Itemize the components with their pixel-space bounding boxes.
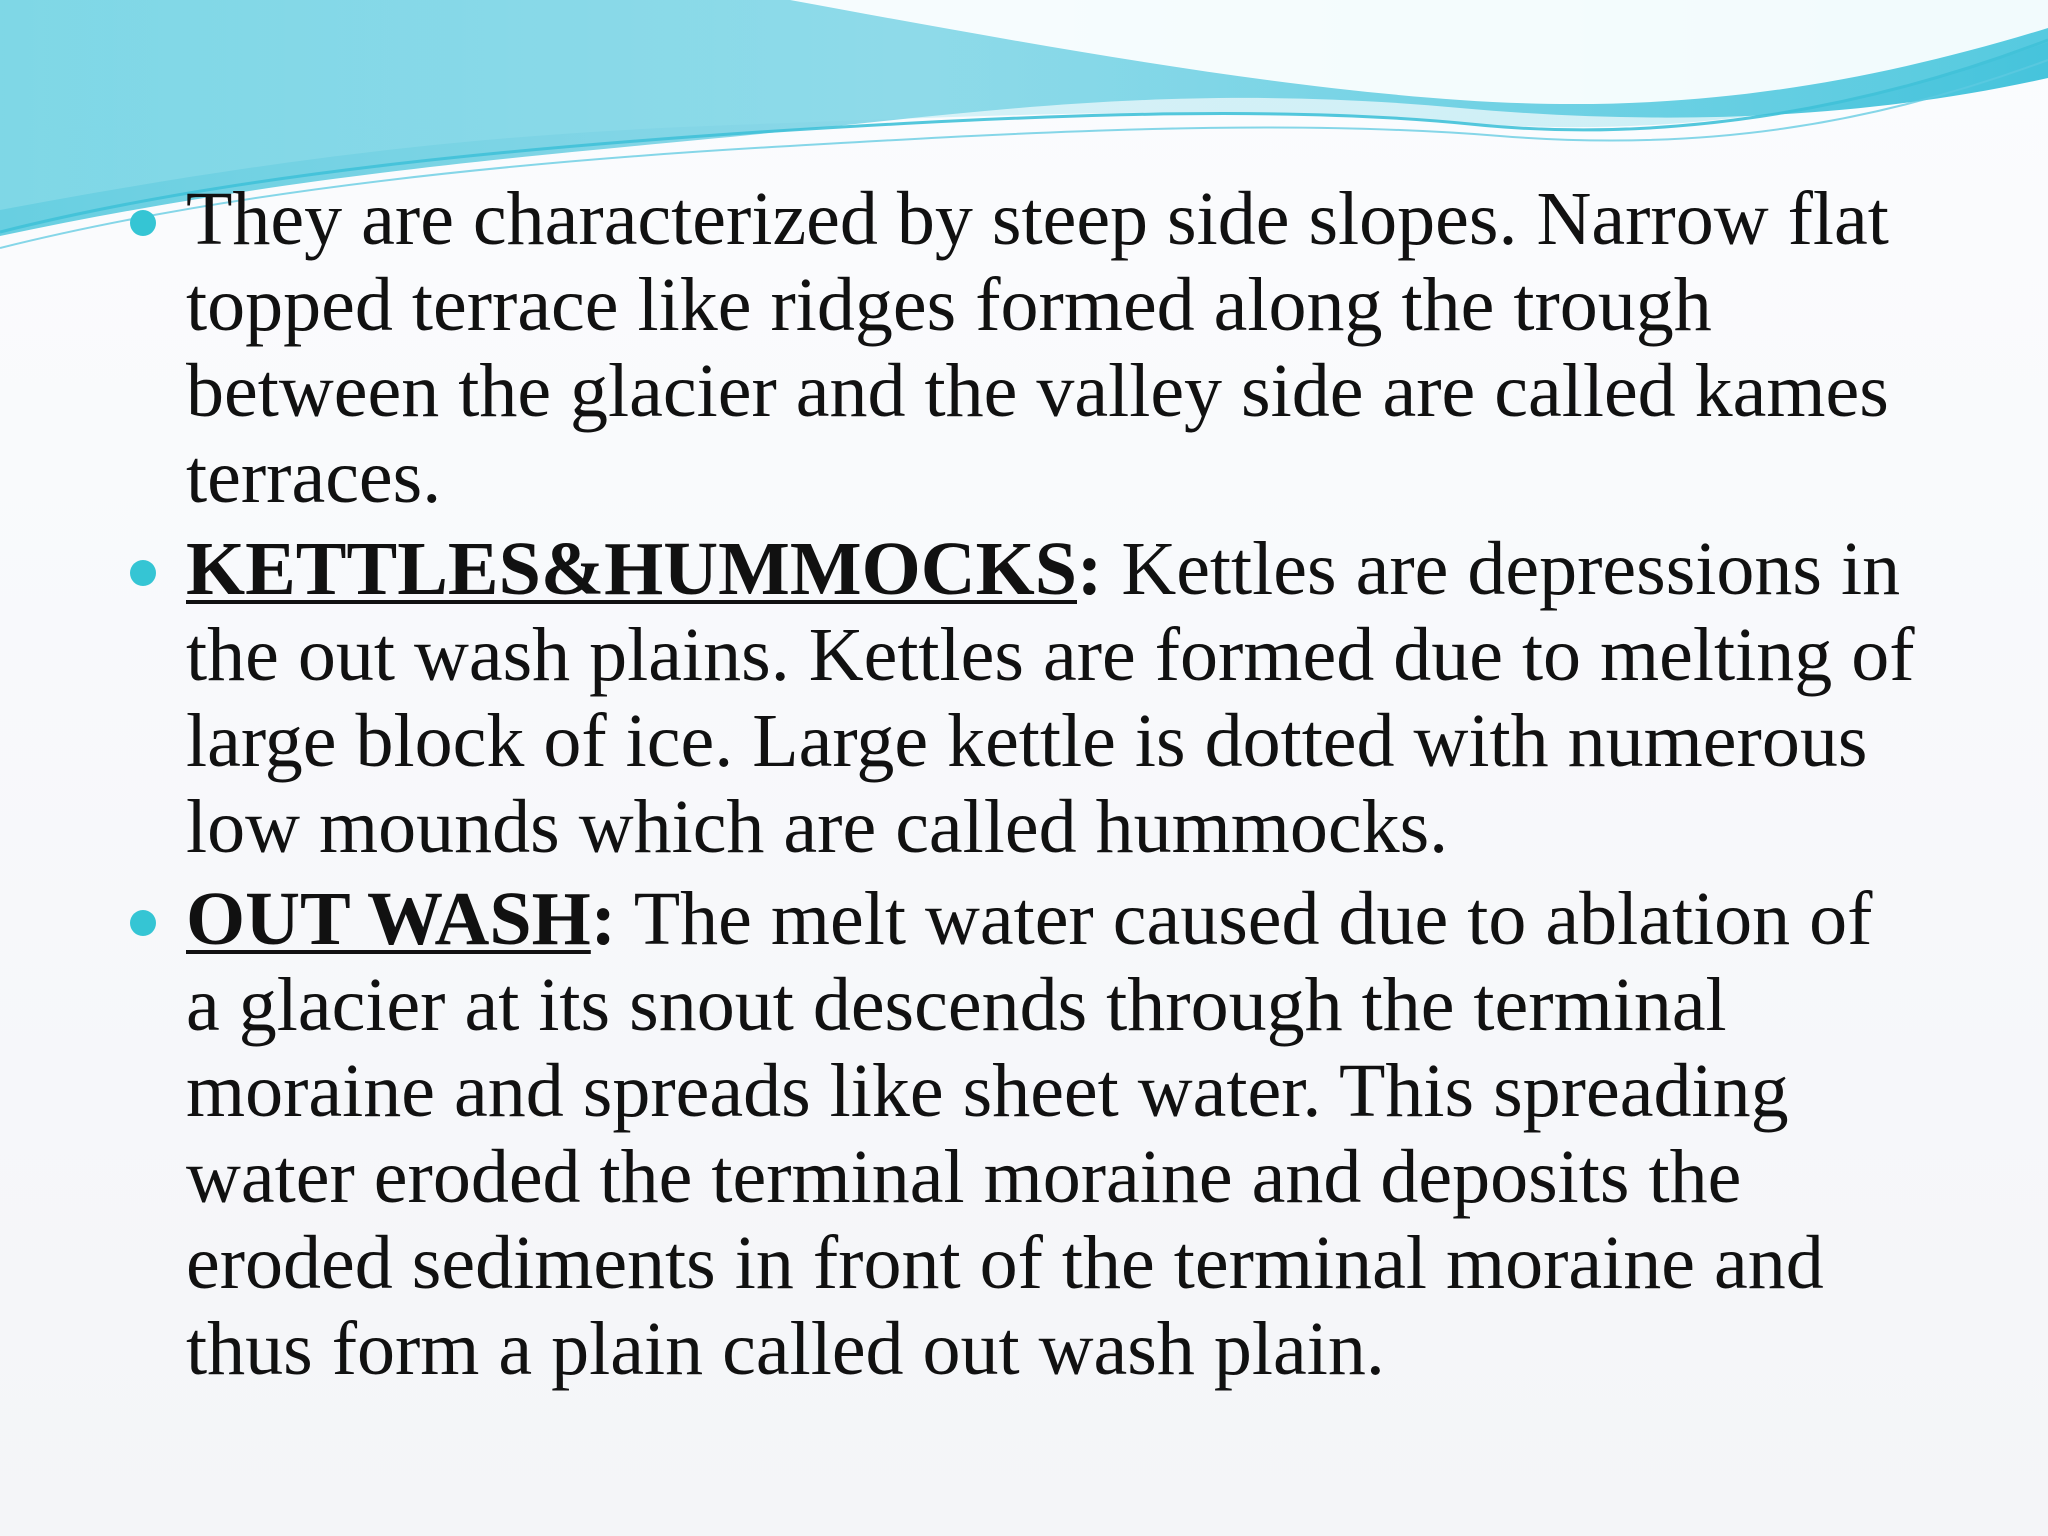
bullet-marker-icon [130, 210, 156, 236]
bullet-colon: : [590, 877, 617, 961]
bullet-list [130, 176, 1920, 1392]
bullet-text: They are characterized by steep side slopes. Narrow flat topped terrace like ridges formed along the trough between the glacier and the valley side are called kames terraces. [186, 177, 1889, 519]
bullet-text: Kettles are depressions in the out wash plains. Kettles are formed due to melting of large block of ice. Large kettle is dotted with numerous low mounds which are called hummocks. [186, 527, 1915, 869]
bullet-item-kames-terraces [130, 176, 1920, 520]
bullet-text: The melt water caused due to ablation of a glacier at its snout descends through the terminal moraine and spreads like sheet water. This spreading water eroded the terminal moraine and deposits the eroded sediments in front of the terminal moraine and thus form a plain called out wash plain. [186, 877, 1873, 1391]
bullet-item-kettles-hummocks [130, 526, 1920, 870]
bullet-item-out-wash [130, 876, 1920, 1392]
bullet-colon: : [1077, 527, 1103, 611]
slide-content [130, 176, 1920, 1392]
bullet-marker-icon [130, 560, 156, 586]
bullet-term: OUT WASH [186, 877, 591, 961]
bullet-term: KETTLES&HUMMOCKS [186, 527, 1077, 611]
bullet-marker-icon [130, 910, 156, 936]
